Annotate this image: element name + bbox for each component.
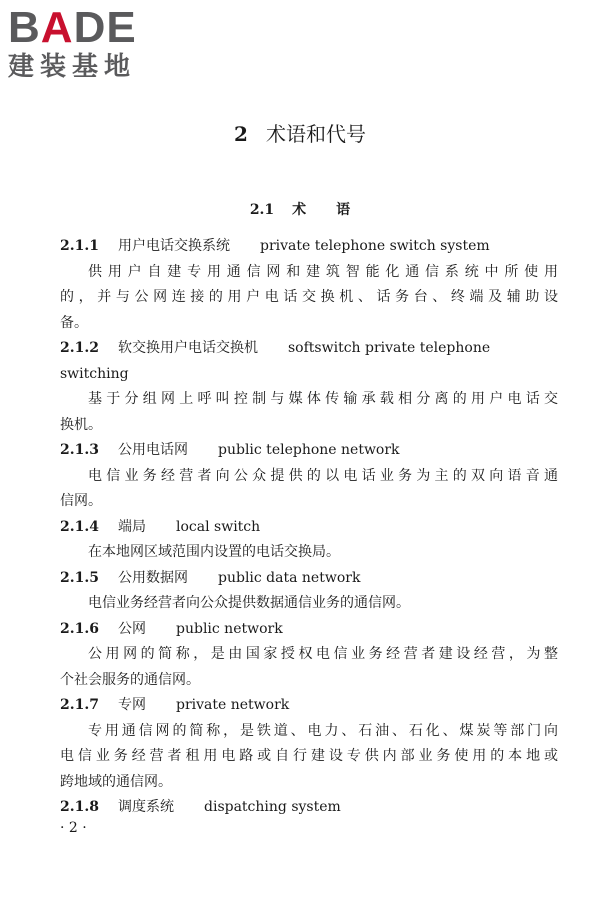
term-definition-line: 换机。: [60, 416, 102, 433]
term-definition-line: 公用网的简称，是由国家授权电信业务经营者建设经营，为整: [88, 646, 558, 662]
term-definition-line: 电信业务经营者租用电路或自行建设专供内部业务使用的本地或: [60, 748, 558, 764]
term-heading: 2.1.4 端局 local switch: [60, 518, 261, 535]
term-definition-line: 跨地域的通信网。: [60, 773, 172, 790]
term-heading: 2.1.1 用户电话交换系统 private telephone switch system: [60, 238, 490, 254]
section-number: 2.1: [249, 202, 275, 218]
chapter-title: [0, 120, 600, 148]
section-heading-a: 术: [292, 202, 307, 218]
page-number: · 2 ·: [60, 820, 87, 836]
term-list: [60, 234, 558, 821]
term-heading: 2.1.6 公网 public network: [60, 620, 283, 637]
bade-logo: [8, 3, 178, 86]
term-definition-line: 基于分组网上呼叫控制与媒体传输承载相分离的用户电话交: [88, 391, 558, 407]
term-english-continuation: switching: [60, 365, 129, 382]
section-title: [0, 200, 600, 220]
term-definition-line: 个社会服务的通信网。: [60, 671, 200, 688]
term-definition-line: 备。: [60, 314, 88, 331]
term-heading: 2.1.3 公用电话网 public telephone network: [60, 442, 400, 458]
chapter-heading: 术语和代号: [265, 122, 366, 146]
term-definition-line: 专用通信网的简称，是铁道、电力、石油、石化、煤炭等部门向: [88, 722, 558, 739]
chapter-number: 2: [234, 122, 248, 146]
term-heading: 2.1.7 专网 private network: [60, 697, 290, 713]
term-heading: 2.1.2 软交换用户电话交换机 softswitch private telephone: [60, 340, 491, 356]
term-heading: 2.1.5 公用数据网 public data network: [60, 569, 361, 586]
term-definition-line: 供用户自建专用通信网和建筑智能化通信系统中所使用: [88, 263, 558, 280]
term-definition-line: 在本地网区域范围内设置的电话交换局。: [88, 544, 340, 560]
term-definition-line: 信网。: [60, 493, 102, 509]
section-heading-b: 语: [336, 202, 351, 218]
term-definition-line: 电信业务经营者向公众提供数据通信业务的通信网。: [88, 595, 410, 611]
logo-wordmark: BADE: [8, 3, 137, 52]
term-definition-line: 的，并与公网连接的用户电话交换机、话务台、终端及辅助设: [60, 289, 558, 305]
term-definition-line: 电信业务经营者向公众提供的以电话业务为主的双向语音通: [88, 467, 558, 484]
term-heading: 2.1.8 调度系统 dispatching system: [60, 799, 341, 815]
logo-subtitle: 建装基地: [8, 52, 137, 82]
